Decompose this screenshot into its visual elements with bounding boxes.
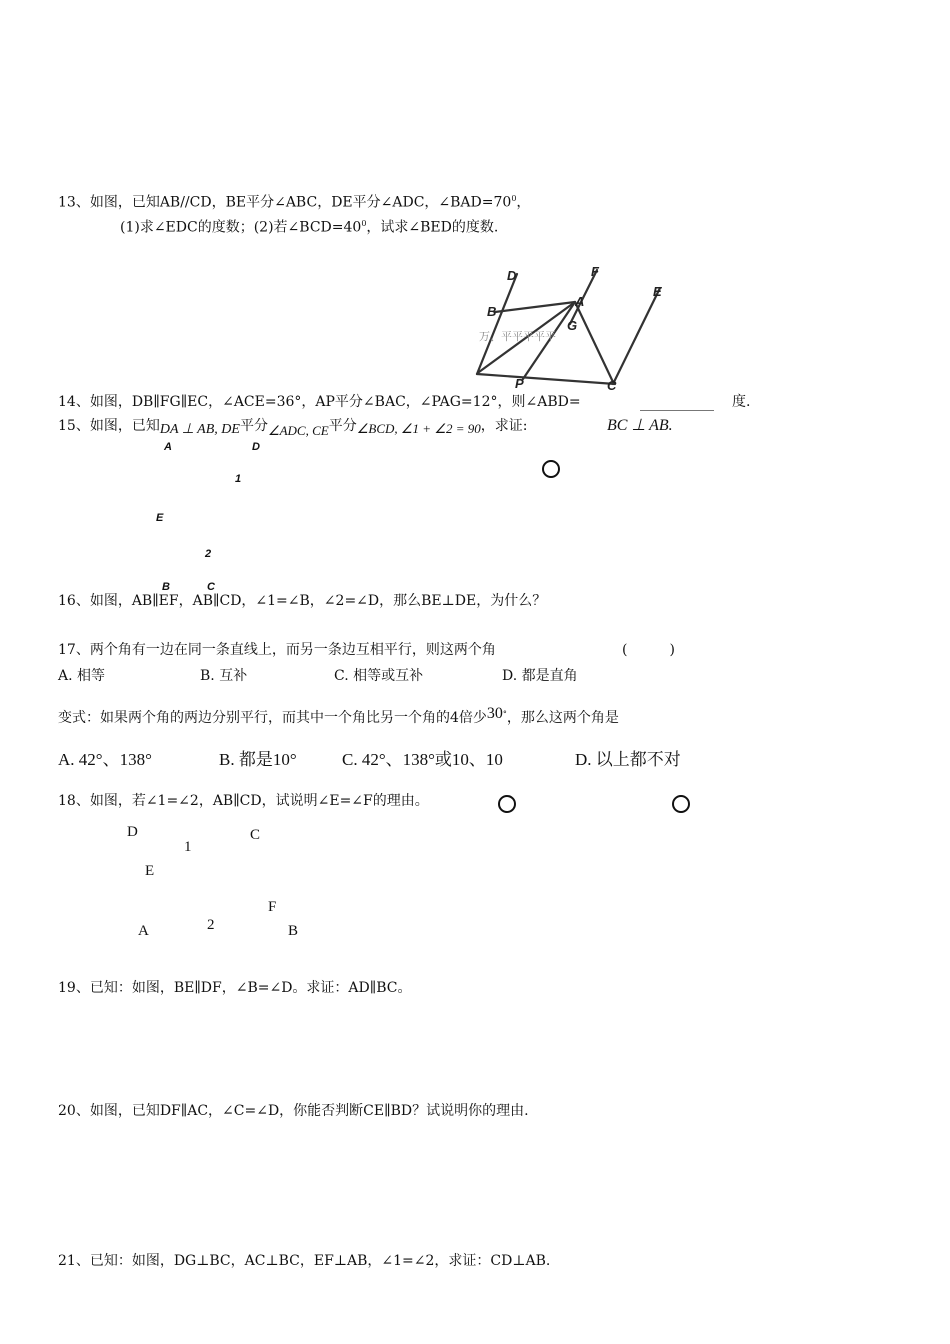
fig14-watermark: 万、平平平平平 (479, 331, 556, 343)
q14-unit: 度. (732, 394, 751, 410)
q14-answer-blank[interactable] (640, 410, 714, 411)
q18-text: 18、如图，若∠1=∠2，AB∥CD，试说明∠E=∠F的理由。 (58, 793, 429, 809)
q15-prefix: 15、如图，已知 (58, 418, 160, 434)
q20-text: 20、如图，已知DF∥AC，∠C=∠D，你能否判断CE∥BD？试说明你的理由. (58, 1103, 529, 1119)
q13-line2 (120, 219, 498, 236)
fig14-line-AC (575, 302, 613, 382)
q17-option-a: A. 相等 (58, 668, 106, 684)
fig15-label-B: B (162, 581, 170, 593)
fig14-line-EC (613, 288, 660, 384)
fig14-label-C: C (607, 378, 617, 393)
fig18-label-2: 2 (207, 917, 215, 933)
q15-conclusion (607, 416, 673, 435)
variant-text2: ，那么这两个角是 (506, 710, 619, 726)
fig18-label-E: E (145, 863, 155, 879)
q14-text: 14、如图，DB∥FG∥EC，∠ACE=36°，AP平分∠BAC，∠PAG=12°，则∠ABD= (58, 394, 581, 410)
variant-option-c: C. 42°、138°或10、10 (342, 750, 503, 769)
variant-option-d: D. 以上都不对 (575, 750, 681, 769)
fig15-label-C: C (207, 581, 215, 593)
variant-degree: ° (502, 709, 507, 719)
q17-option-c: C. 相等或互补 (334, 668, 424, 684)
q15-line (58, 418, 527, 436)
q15-prove: ，求证: (480, 418, 528, 434)
fig15-label-D: D (252, 441, 260, 453)
q13-degree: 0 (511, 194, 517, 203)
fig18-label-D: D (127, 824, 138, 840)
variant-option-b: B. 都是10° (219, 750, 297, 769)
fig14-label-A: A (575, 294, 585, 309)
fig14-label-F: F (591, 264, 599, 279)
q17-option-d: D. 都是直角 (502, 668, 578, 684)
q19-text: 19、已知：如图，BE∥DF，∠B=∠D。求证：AD∥BC。 (58, 980, 412, 996)
fig18-label-C: C (250, 827, 261, 843)
fig15-label-2: 2 (205, 548, 212, 560)
q21-text: 21、已知：如图，DG⊥BC，AC⊥BC，EF⊥AB，∠1=∠2，求证：CD⊥AB. (58, 1253, 551, 1269)
fig18-label-A: A (138, 923, 149, 939)
q15-concl: BC ⊥ AB (607, 417, 669, 434)
q13-degree-2: 0 (361, 219, 367, 228)
fig18-label-1: 1 (184, 839, 192, 855)
q13-line1-text: 13、如图，已知AB//CD，BE平分∠ABC，DE平分∠ADC，∠BAD=70 (58, 194, 512, 211)
q17-paren: ( ) (622, 642, 675, 658)
q13-line2-b: ，试求∠BED的度数. (366, 219, 499, 236)
fig14-label-G: G (567, 318, 578, 333)
fig18-label-F: F (268, 899, 277, 915)
fig15-label-1: 1 (235, 473, 242, 485)
q15-math3: ∠BCD, ∠1 + ∠2 = 90 (356, 421, 481, 436)
q16-text: 16、如图，AB∥EF，AB∥CD，∠1=∠B，∠2=∠D，那么BE⊥DE，为什么？ (58, 593, 547, 609)
q17-stem: 17、两个角有一边在同一条直线上，而另一条边互相平行，则这两个角 (58, 642, 496, 658)
variant-num: 30 (486, 705, 503, 722)
fig14-line-base (477, 374, 615, 384)
fig14-label-P: P (515, 376, 524, 391)
fig14-label-D: D (507, 268, 517, 283)
q15-math2: ∠ADC, CE (267, 423, 329, 438)
q15-mid: 平分 (239, 418, 268, 434)
q13-comma: ， (516, 194, 531, 211)
q15-mid2: 平分 (328, 418, 357, 434)
fig18-label-B: B (288, 923, 299, 939)
fig14-label-B: B (487, 304, 497, 319)
q13-line2-a: (1)求∠EDC的度数；(2)若∠BCD=40 (120, 219, 362, 236)
circle-marker-q18-right (672, 795, 690, 813)
variant-option-a: A. 42°、138° (58, 750, 152, 769)
figure-q14 (475, 264, 675, 394)
fig15-label-E: E (156, 512, 164, 524)
q15-math1: DA ⊥ AB, DE (159, 422, 240, 437)
circle-marker-q15 (542, 460, 560, 478)
fig14-label-E: E (653, 284, 662, 299)
q13-line1 (58, 194, 530, 211)
circle-marker-q18-left (498, 795, 516, 813)
q17-option-b: B. 互补 (200, 668, 248, 684)
variant-text1: 变式：如果两个角的两边分别平行，而其中一个角比另一个角的4倍少 (58, 710, 487, 726)
variant-line (58, 705, 619, 727)
fig15-label-A: A (164, 441, 172, 453)
q15-end: . (668, 417, 673, 434)
